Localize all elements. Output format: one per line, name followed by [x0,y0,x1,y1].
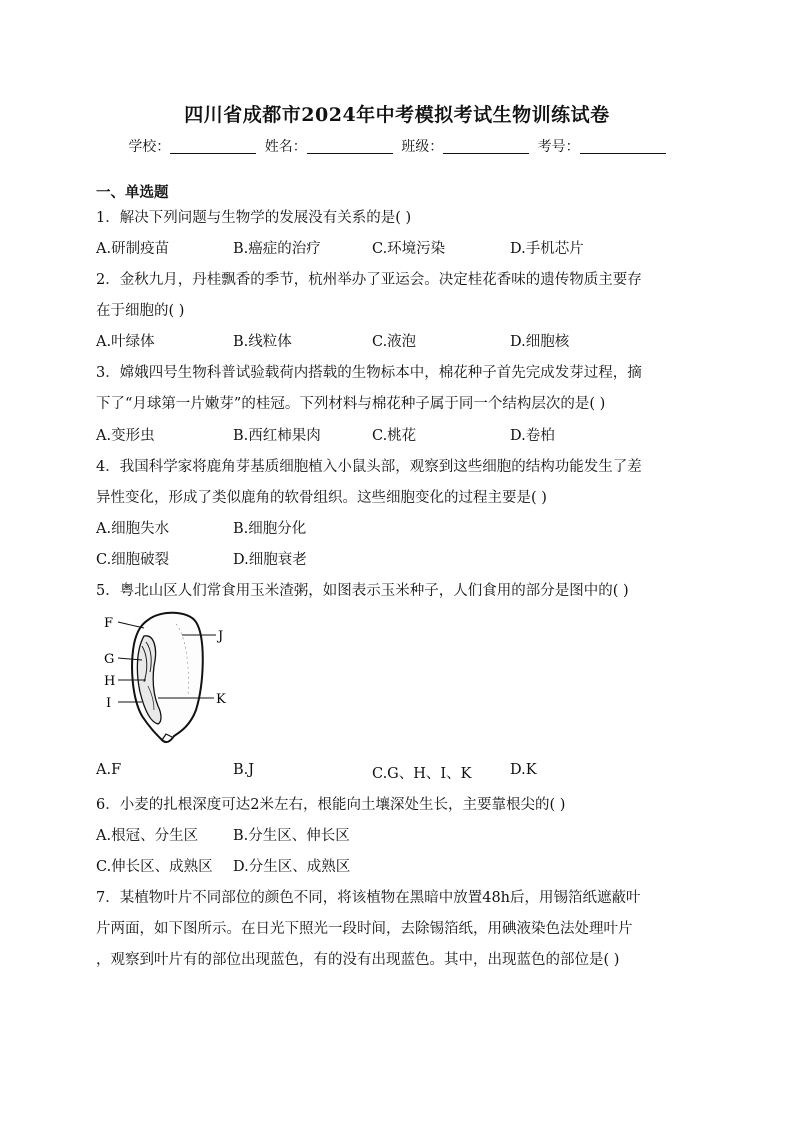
exam-title: 四川省成都市2024年中考模拟考试生物训练试卷 [184,104,610,126]
student-info-row [0,136,794,156]
school-blank [170,139,256,154]
question-5-option-b: B.J [233,762,255,778]
label-j: J [218,629,224,644]
question-4-option-a: A.细胞失水 [96,521,170,537]
question-6-option-c: C.伸长区、成熟区 [96,859,213,875]
question-2-option-b: B.线粒体 [233,334,292,350]
question-7-stem-line-3: ，观察到叶片有的部位出现蓝色，有的没有出现蓝色。其中，出现蓝色的部位是( ) [96,952,620,968]
question-1-option-b: B.癌症的治疗 [233,241,321,257]
question-3-stem-line-2: 下了“月球第一片嫩芽”的桂冠。下列材料与棉花种子属于同一个结构层次的是( ) [96,396,606,412]
question-4-option-c: C.细胞破裂 [96,552,170,568]
name-label: 姓名： [264,139,307,155]
question-3-option-b: B.西红柿果肉 [233,428,321,444]
question-5-option-c: C.G、H、I、K [372,766,472,782]
question-2-stem-line-1: 2．金秋九月，丹桂飘香的季节，杭州举办了亚运会。决定桂花香味的遗传物质主要存 [96,272,642,288]
question-1-stem: 1．解决下列问题与生物学的发展没有关系的是( ) [96,210,412,226]
label-h: H [104,674,116,689]
question-6-option-d: D.分生区、成熟区 [233,859,351,875]
label-f: F [104,616,114,631]
label-g: G [104,652,115,667]
question-1-option-c: C.环境污染 [372,241,446,257]
question-3-option-c: C.桃花 [372,428,417,444]
question-5-stem: 5．粤北山区人们常食用玉米渣粥，如图表示玉米种子，人们食用的部分是图中的( ) [96,583,629,599]
label-k: K [216,692,226,707]
corn-seed-figure [96,606,246,748]
question-2-option-c: C.液泡 [372,334,417,350]
question-3-option-d: D.卷柏 [510,428,555,444]
question-4-stem-line-2: 异性变化，形成了类似鹿角的软骨组织。这些细胞变化的过程主要是( ) [96,490,547,506]
question-4-option-d: D.细胞衰老 [233,552,307,568]
question-5-option-a: A.F [96,762,122,778]
school-label: 学校： [128,139,171,155]
question-3-stem-line-1: 3．嫦娥四号生物科普试验载荷内搭载的生物标本中，棉花种子首先完成发芽过程，摘 [96,365,642,381]
question-4-option-b: B.细胞分化 [233,521,307,537]
question-6-option-b: B.分生区、伸长区 [233,828,350,844]
class-blank [443,139,529,154]
question-7-stem-line-2: 片两面，如下图所示。在日光下照光一段时间，去除锡箔纸，用碘液染色法处理叶片 [96,921,633,937]
question-2-option-d: D.细胞核 [510,334,570,350]
name-blank [307,139,393,154]
question-7-stem-line-1: 7．某植物叶片不同部位的颜色不同，将该植物在黑暗中放置48h后，用锡箔纸遮蔽叶 [96,890,641,906]
question-6-option-a: A.根冠、分生区 [96,828,199,844]
label-i: I [106,696,112,711]
question-4-stem-line-1: 4．我国科学家将鹿角芽基质细胞植入小鼠头部，观察到这些细胞的结构功能发生了差 [96,459,642,475]
question-1-option-d: D.手机芯片 [510,241,584,257]
exam-number-label: 考号： [537,139,580,155]
question-2-stem-line-2: 在于细胞的( ) [96,303,185,319]
class-label: 班级： [401,139,444,155]
question-2-option-a: A.叶绿体 [96,334,155,350]
question-1-option-a: A.研制疫苗 [96,241,170,257]
question-3-option-a: A.变形虫 [96,428,155,444]
section-heading: 一、单选题 [96,184,169,201]
question-5-option-d: D.K [510,762,537,778]
question-6-stem: 6．小麦的扎根深度可达2米左右，根能向土壤深处生长，主要靠根尖的( ) [96,797,566,813]
exam-number-blank [580,139,666,154]
